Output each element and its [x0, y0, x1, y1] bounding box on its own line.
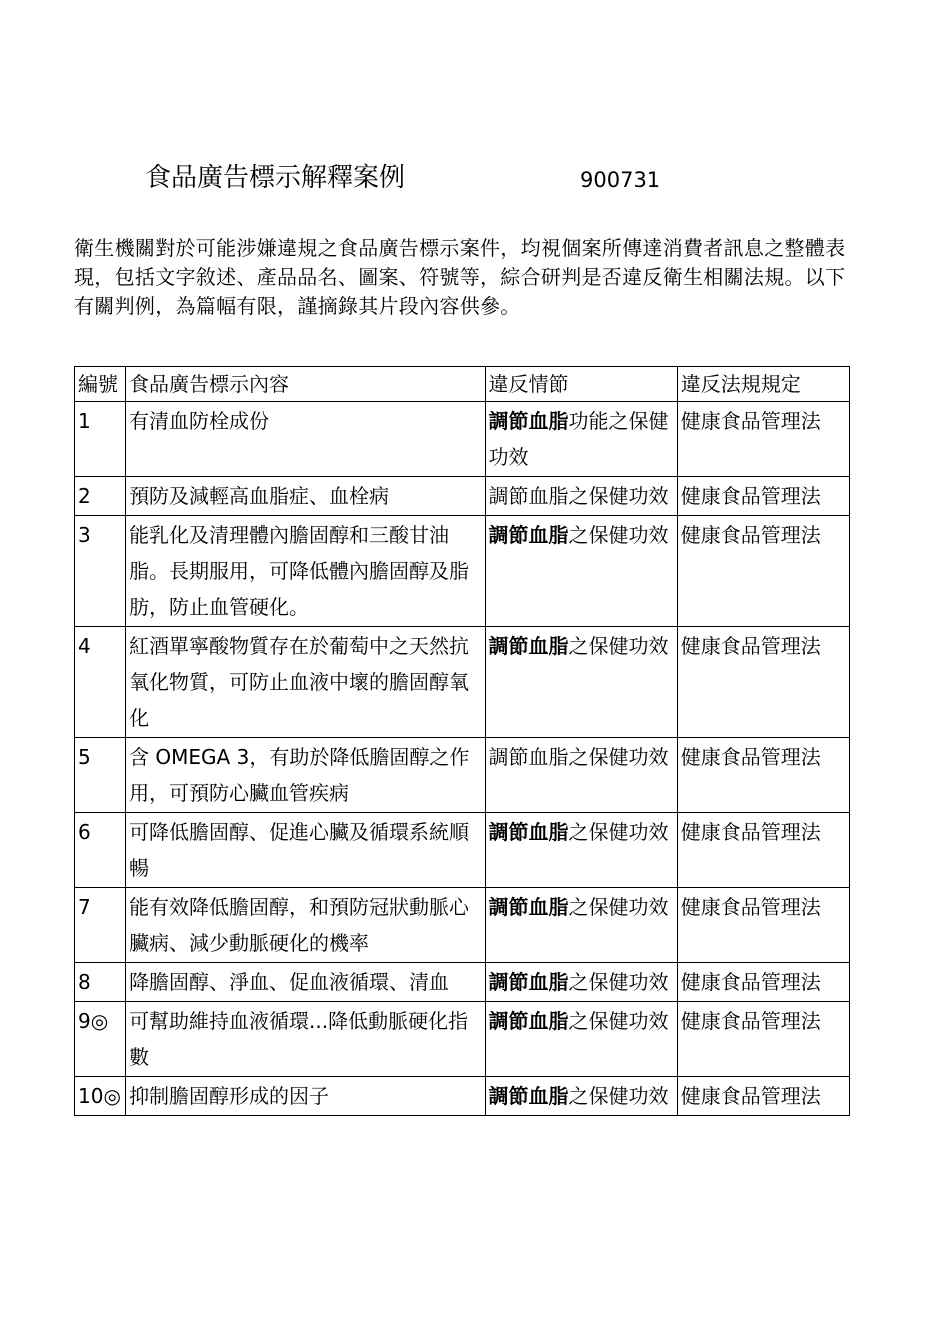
- intro-text: 衛生機關對於可能涉嫌違規之食品廣告標示案件，均視個案所傳達消費者訊息之整體表現，包括文字敘述、產品品名、圖案、符號等，綜合研判是否違反衛生相關法規。以下有關判例，為篇幅有限，謹摘錄其片段內容供參。: [74, 236, 846, 318]
- case-number: 7: [75, 888, 126, 963]
- table-row: [75, 402, 850, 477]
- table-row: [75, 963, 850, 1002]
- violation-text: 調節血脂之保健功效: [488, 745, 669, 769]
- violation-keyword: 調節血脂: [488, 970, 569, 994]
- document-title: 食品廣告標示解釋案例: [145, 163, 406, 193]
- violation-cell: [485, 516, 677, 627]
- violation-text: 之保健功效: [568, 1009, 669, 1033]
- case-number: 8: [75, 963, 126, 1002]
- case-number: 10◎: [75, 1077, 126, 1116]
- violated-law: 健康食品管理法: [677, 813, 849, 888]
- violation-text: 功能之保健功效: [488, 409, 669, 469]
- header-content: 食品廣告標示內容: [126, 367, 485, 402]
- violation-cell: [485, 402, 677, 477]
- case-number: 9◎: [75, 1002, 126, 1077]
- violation-keyword: 調節血脂: [488, 1084, 569, 1108]
- violation-cell: [485, 888, 677, 963]
- violation-cell: [485, 963, 677, 1002]
- violation-text: 之保健功效: [568, 820, 669, 844]
- ad-content: 可幫助維持血液循環...降低動脈硬化指數: [126, 1002, 485, 1077]
- violation-keyword: 調節血脂: [488, 895, 569, 919]
- table-row: [75, 1002, 850, 1077]
- violated-law: 健康食品管理法: [677, 738, 849, 813]
- case-number: 6: [75, 813, 126, 888]
- case-table: [74, 366, 850, 1116]
- violation-cell: [485, 627, 677, 738]
- violation-text: 之保健功效: [568, 523, 669, 547]
- header-law: 違反法規規定: [677, 367, 849, 402]
- table-header-row: [75, 367, 850, 402]
- table-row: [75, 627, 850, 738]
- case-number: 4: [75, 627, 126, 738]
- table-row: [75, 813, 850, 888]
- violation-keyword: 調節血脂: [488, 409, 569, 433]
- violated-law: 健康食品管理法: [677, 888, 849, 963]
- violation-cell: [485, 477, 677, 516]
- violation-keyword: 調節血脂: [488, 634, 569, 658]
- document-code: 900731: [580, 168, 661, 192]
- ad-content: 可降低膽固醇、促進心臟及循環系統順暢: [126, 813, 485, 888]
- violation-text: 之保健功效: [568, 895, 669, 919]
- violated-law: 健康食品管理法: [677, 516, 849, 627]
- ad-content: 能有效降低膽固醇，和預防冠狀動脈心臟病、減少動脈硬化的機率: [126, 888, 485, 963]
- violated-law: 健康食品管理法: [677, 1002, 849, 1077]
- intro-paragraph: [74, 234, 854, 321]
- violation-text: 之保健功效: [568, 634, 669, 658]
- ad-content: 預防及減輕高血脂症、血栓病: [126, 477, 485, 516]
- violation-cell: [485, 813, 677, 888]
- ad-content: 有清血防栓成份: [126, 402, 485, 477]
- violated-law: 健康食品管理法: [677, 477, 849, 516]
- table-row: [75, 888, 850, 963]
- violation-keyword: 調節血脂: [488, 523, 569, 547]
- ad-content: 含 OMEGA 3，有助於降低膽固醇之作用，可預防心臟血管疾病: [126, 738, 485, 813]
- violation-text: 調節血脂之保健功效: [488, 484, 669, 508]
- case-number: 2: [75, 477, 126, 516]
- ad-content: 降膽固醇、淨血、促血液循環、清血: [126, 963, 485, 1002]
- violation-cell: [485, 1077, 677, 1116]
- case-number: 3: [75, 516, 126, 627]
- violation-keyword: 調節血脂: [488, 820, 569, 844]
- violation-cell: [485, 1002, 677, 1077]
- ad-content: 能乳化及清理體內膽固醇和三酸甘油脂。長期服用，可降低體內膽固醇及脂肪，防止血管硬化。: [126, 516, 485, 627]
- violated-law: 健康食品管理法: [677, 627, 849, 738]
- ad-content: 抑制膽固醇形成的因子: [126, 1077, 485, 1116]
- header-violation: 違反情節: [485, 367, 677, 402]
- violated-law: 健康食品管理法: [677, 402, 849, 477]
- ad-content: 紅酒單寧酸物質存在於葡萄中之天然抗氧化物質，可防止血液中壞的膽固醇氧化: [126, 627, 485, 738]
- header-no: 編號: [75, 367, 126, 402]
- table-row: [75, 477, 850, 516]
- violation-text: 之保健功效: [568, 1084, 669, 1108]
- table-row: [75, 1077, 850, 1116]
- case-number: 1: [75, 402, 126, 477]
- case-table-body: [75, 367, 850, 1116]
- violated-law: 健康食品管理法: [677, 1077, 849, 1116]
- violation-keyword: 調節血脂: [488, 1009, 569, 1033]
- table-row: [75, 516, 850, 627]
- violated-law: 健康食品管理法: [677, 963, 849, 1002]
- case-number: 5: [75, 738, 126, 813]
- violation-text: 之保健功效: [568, 970, 669, 994]
- violation-cell: [485, 738, 677, 813]
- table-row: [75, 738, 850, 813]
